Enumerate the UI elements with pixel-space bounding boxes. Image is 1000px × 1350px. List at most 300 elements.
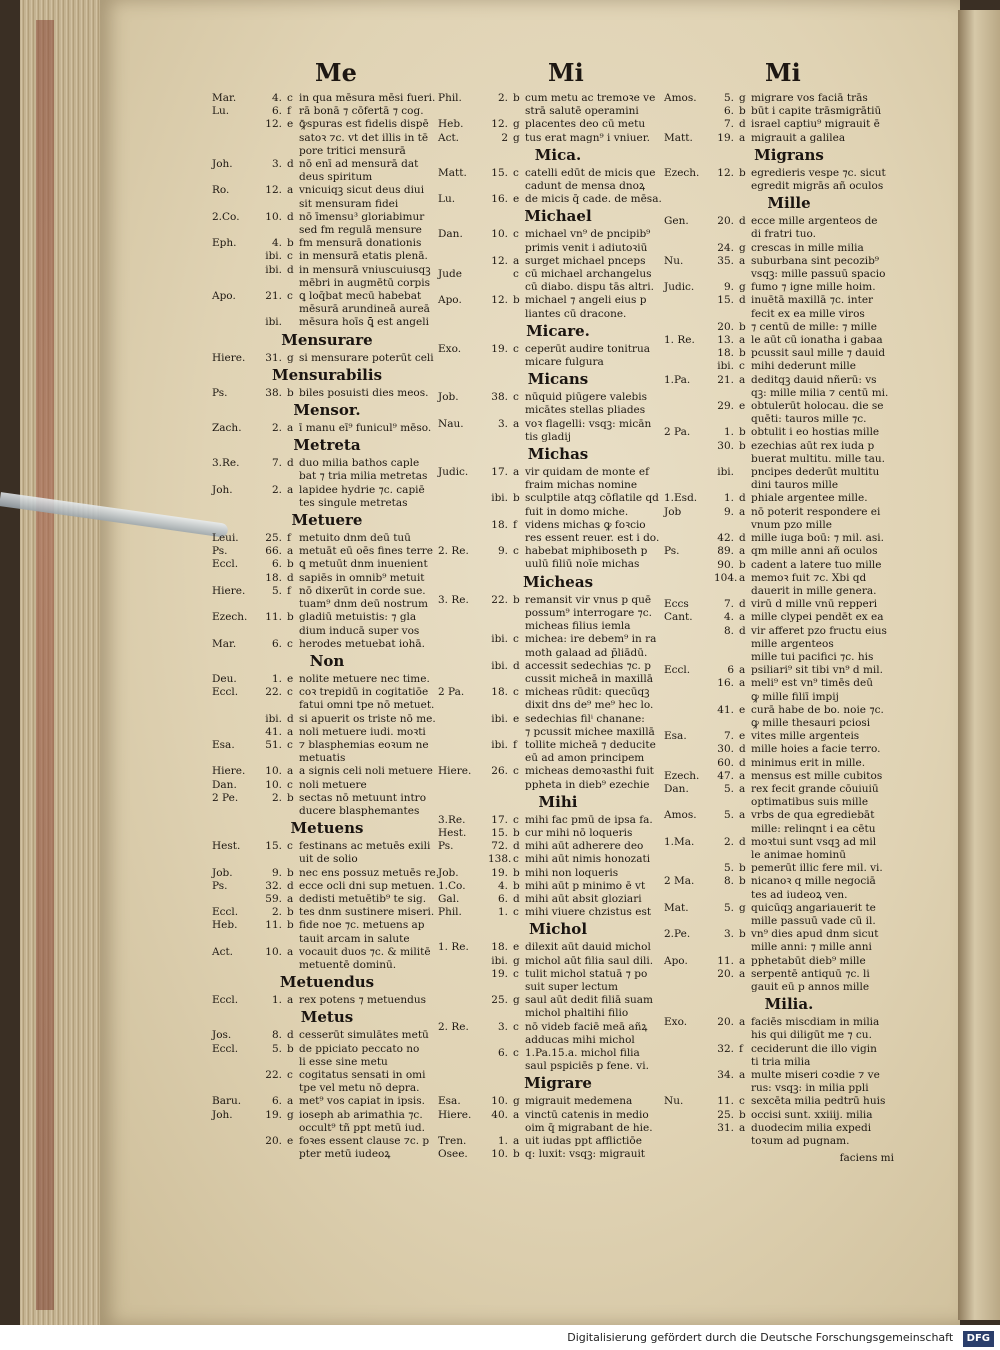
- book-reference: [438, 968, 488, 981]
- entry-text: mihi dederunt mille: [751, 360, 856, 373]
- entry-text: micātes stellas pliades: [525, 404, 646, 417]
- entry-text: sapiēs in omnib⁹ metuit: [299, 571, 425, 584]
- chapter-number: [488, 726, 513, 739]
- entry-text: biles posuisti dies meos.: [299, 386, 429, 399]
- section-letter: [513, 752, 525, 765]
- index-entry: [212, 946, 442, 959]
- chapter-number: 3.: [497, 1020, 508, 1033]
- entry-text: possum⁹ interrogare ⁊c.: [525, 606, 652, 619]
- index-entry: [212, 132, 442, 145]
- entry-text: pcussit saul mille ⁊ dauid: [751, 347, 886, 360]
- book-reference: Ezech.: [212, 611, 248, 624]
- entry-text: dedisti metuētib⁹ te sig.: [299, 892, 427, 905]
- entry-text: cadunt de mensa dnoꝝ: [525, 180, 646, 193]
- section-letter: [739, 823, 751, 836]
- chapter-number: 19.: [491, 342, 508, 355]
- book-reference: [664, 228, 714, 241]
- book-reference: [664, 347, 714, 360]
- chapter-number: 11.: [717, 1095, 734, 1108]
- book-reference: [664, 1082, 714, 1095]
- entry-text: fecit ex ea mille viros: [751, 307, 865, 320]
- entry-text: michol phaltihi filio: [525, 1007, 629, 1020]
- entry-text: ti tria milia: [751, 1055, 811, 1068]
- book-reference: [438, 739, 488, 752]
- entry-text: ꝙ̄spuras est fidelis dispē: [299, 118, 429, 131]
- index-entry: [212, 457, 442, 470]
- index-entry: [438, 726, 678, 739]
- chapter-number: 6.: [497, 1046, 508, 1059]
- chapter-number: 5.: [271, 1042, 282, 1055]
- section-letter: b: [739, 862, 746, 875]
- section-letter: [739, 717, 751, 730]
- chapter-number: 2.: [271, 791, 282, 804]
- index-entry: [664, 242, 914, 255]
- index-entry: [438, 607, 678, 620]
- index-entry: [664, 294, 914, 307]
- book-reference: Ezech.: [664, 769, 700, 782]
- index-entry: [664, 426, 914, 439]
- entry-text: cussit micheā in maxillā: [525, 672, 654, 685]
- book-reference: [212, 316, 262, 329]
- section-letter: c: [287, 290, 293, 303]
- entry-text: li esse sine metu: [299, 1055, 388, 1068]
- entry-text: faciēs miscdiam in milia: [751, 1016, 880, 1029]
- entry-heading: Mihi: [538, 792, 578, 811]
- chapter-number: [488, 620, 513, 633]
- index-entry: [438, 1109, 678, 1122]
- entry-text: occult⁹ tñ ppt metū iud.: [299, 1121, 425, 1134]
- index-entry: [664, 400, 914, 413]
- chapter-number: [488, 242, 513, 255]
- chapter-number: 2.: [497, 92, 508, 104]
- entry-text: sedechias filⁱ chanane:: [525, 712, 645, 725]
- book-reference: Jos.: [212, 1029, 232, 1042]
- entry-text: tis gladij: [525, 430, 571, 443]
- index-entry: [438, 167, 678, 180]
- section-letter: b: [287, 386, 294, 399]
- chapter-number: [714, 717, 739, 730]
- index-entry: [212, 1135, 442, 1148]
- section-letter: a: [287, 184, 294, 197]
- section-letter: [739, 228, 751, 241]
- entry-text: mihi fac pmū de ipsa fa.: [525, 813, 653, 826]
- entry-text: mihi aūt p minimo ē vt: [525, 879, 646, 892]
- index-entry: [438, 765, 678, 778]
- chapter-number: [488, 308, 513, 321]
- section-letter: c: [513, 342, 519, 355]
- section-letter: [513, 180, 525, 193]
- section-letter: [513, 479, 525, 492]
- entry-text: migrauit a galilea: [751, 131, 846, 144]
- book-reference: 2 Pa.: [664, 426, 691, 439]
- index-entry: [212, 1069, 442, 1082]
- chapter-number: 1.: [497, 1135, 508, 1147]
- book-reference: [664, 572, 714, 585]
- entry-text: le aūt cū ionatha i gabaa: [751, 334, 883, 347]
- chapter-number: [262, 752, 287, 765]
- entry-heading: Metreta: [293, 436, 361, 455]
- entry-text: 1.Pa.15.a. michol filia: [525, 1046, 640, 1059]
- entry-text: pphetabūt dieb⁹ mille: [751, 954, 866, 967]
- index-entry: [664, 902, 914, 915]
- entry-text: mille clypei pendēt ex ea: [751, 611, 884, 624]
- index-entry: [664, 1069, 914, 1082]
- chapter-number: ibi.: [265, 263, 282, 276]
- section-letter: a: [739, 809, 746, 822]
- section-letter: d: [513, 892, 520, 905]
- footer-text: Digitalisierung gefördert durch die Deutsche Forschungsgemeinschaft: [567, 1331, 954, 1344]
- chapter-number: 4.: [271, 92, 282, 104]
- entry-text: pncipes dederūt multitu: [751, 466, 880, 479]
- book-reference: Ps.: [212, 879, 228, 892]
- index-entry: [212, 497, 442, 510]
- entry-text: tes dnm sustinere miseri.: [299, 906, 435, 919]
- book-reference: Eccl.: [664, 664, 691, 677]
- index-entry: [212, 422, 442, 435]
- section-letter: [513, 607, 525, 620]
- section-letter: d: [739, 294, 746, 307]
- book-reference: Dan.: [438, 228, 463, 241]
- entry-text: foꝛes essent clause ⁊c. p: [299, 1135, 430, 1147]
- entry-text: nō poterit respondere ei: [751, 505, 881, 518]
- section-letter: [739, 889, 751, 902]
- book-reference: [664, 743, 714, 756]
- book-reference: Job.: [438, 391, 459, 404]
- entry-text: memoꝛ fuit ⁊c. Xbi qd: [751, 571, 867, 584]
- book-reference: [212, 598, 262, 611]
- section-letter: c: [287, 840, 293, 853]
- chapter-number: 4.: [271, 237, 282, 250]
- chapter-number: 41.: [717, 703, 734, 716]
- index-entry: [664, 757, 914, 770]
- section-letter: [739, 691, 751, 704]
- entry-text: cadent a latere tuo mille: [751, 558, 882, 571]
- entry-text: uit de solio: [299, 853, 358, 866]
- book-reference: [664, 757, 714, 770]
- chapter-number: 25.: [265, 532, 282, 545]
- book-reference: 2.Pe.: [664, 928, 691, 941]
- chapter-number: 6: [727, 664, 734, 677]
- chapter-number: 5.: [723, 782, 734, 795]
- entry-text: noli metuere: [299, 778, 367, 791]
- entry-text: mihi aūt absit gloziari: [525, 892, 642, 905]
- entry-text: mille anni: ⁊ mille anni: [751, 941, 872, 954]
- chapter-number: 19.: [265, 1108, 282, 1121]
- book-reference: Cant.: [664, 611, 693, 624]
- index-entry: [212, 237, 442, 250]
- section-letter: a: [287, 1095, 294, 1108]
- section-letter: c: [287, 686, 293, 699]
- section-letter: a: [287, 892, 294, 905]
- chapter-number: 12.: [717, 166, 734, 179]
- section-letter: [287, 1122, 299, 1135]
- book-reference: [664, 268, 714, 281]
- book-reference: Tren.: [438, 1135, 467, 1147]
- book-reference: [212, 118, 262, 131]
- entry-text: deus spiritum: [299, 171, 373, 184]
- chapter-number: 72.: [491, 840, 508, 853]
- chapter-number: 31.: [265, 351, 282, 364]
- book-reference: Eccl.: [212, 906, 239, 919]
- book-reference: [438, 519, 488, 532]
- book-reference: Nu.: [664, 254, 684, 267]
- section-letter: [287, 277, 299, 290]
- chapter-number: 6.: [723, 105, 734, 118]
- entry-text: placentes deo cū metu: [525, 118, 646, 131]
- index-entry: [664, 1056, 914, 1069]
- section-letter: [513, 431, 525, 444]
- book-reference: [664, 849, 714, 862]
- index-entry: [664, 796, 914, 809]
- chapter-number: [488, 431, 513, 444]
- book-reference: [664, 413, 714, 426]
- index-entry: [438, 519, 678, 532]
- entry-text: ecce mille argenteos de: [751, 215, 878, 228]
- index-entry: [664, 92, 914, 105]
- index-entry: [212, 1122, 442, 1135]
- section-letter: b: [739, 166, 746, 179]
- book-reference: Eccl.: [212, 558, 239, 571]
- book-reference: [664, 638, 714, 651]
- book-reference: Joh.: [212, 483, 233, 496]
- chapter-number: [262, 277, 287, 290]
- section-letter: f: [739, 1042, 743, 1055]
- book-reference: [664, 532, 714, 545]
- section-letter: c: [513, 1046, 519, 1059]
- entry-text: michael ⁊ angeli eius p: [525, 294, 647, 307]
- entry-text: fraim michas nomine: [525, 479, 638, 492]
- book-reference: Hiere.: [212, 351, 246, 364]
- entry-text: festinans ac metuēs exili: [299, 840, 431, 853]
- entry-text: bat ⁊ tria milia metretas: [299, 470, 428, 483]
- entry-text: ceperūt audire tonitrua: [525, 342, 650, 355]
- entry-text: mēsurā arundineā aureā: [299, 303, 430, 316]
- entry-text: gladiū metuistis: ⁊ gla: [299, 611, 417, 624]
- catchword: faciens mi: [839, 1152, 894, 1165]
- section-letter: b: [513, 593, 520, 606]
- book-reference: [212, 224, 262, 237]
- chapter-number: 12.: [265, 184, 282, 197]
- index-entry: [664, 585, 914, 598]
- chapter-number: 5.: [271, 584, 282, 597]
- section-letter: a: [287, 422, 294, 435]
- entry-text: qꝫ: mille milia ⁊ centū mi.: [751, 386, 889, 399]
- entry-text: in qua mēsura mēsi fueri.: [299, 92, 436, 104]
- index-entry: [664, 955, 914, 968]
- chapter-number: [262, 497, 287, 510]
- index-entry: [212, 92, 442, 105]
- chapter-number: 66.: [265, 545, 282, 558]
- entry-text: nolite metuere nec time.: [299, 672, 430, 685]
- index-entry: [664, 691, 914, 704]
- index-entry: [212, 264, 442, 277]
- section-letter: c: [513, 166, 519, 179]
- entry-text: habebat miphiboseth p: [525, 545, 648, 558]
- section-letter: d: [739, 624, 746, 637]
- book-reference: Phil.: [438, 906, 462, 919]
- section-letter: a: [287, 994, 294, 1007]
- entry-text: adducas mihi michol: [525, 1033, 635, 1046]
- section-letter: d: [513, 840, 520, 853]
- chapter-number: [262, 171, 287, 184]
- index-entry: [664, 1109, 914, 1122]
- index-entry: [212, 558, 442, 571]
- book-reference: [664, 691, 714, 704]
- entry-heading: Migrare: [524, 1074, 592, 1093]
- section-letter: c: [513, 1020, 519, 1033]
- section-letter: [739, 941, 751, 954]
- book-reference: [664, 862, 714, 875]
- chapter-number: 2.: [271, 422, 282, 435]
- chapter-number: 18.: [265, 571, 282, 584]
- index-entry: [438, 558, 678, 571]
- chapter-number: [488, 479, 513, 492]
- chapter-number: 7.: [723, 730, 734, 743]
- section-letter: [739, 1082, 751, 1095]
- entry-text: rus: vsqꝫ: in milia ppli: [751, 1082, 869, 1095]
- book-reference: Esa.: [212, 738, 235, 751]
- chapter-number: ibi.: [491, 738, 508, 751]
- section-letter: [739, 413, 751, 426]
- index-entry: [212, 1082, 442, 1095]
- section-letter: [513, 532, 525, 545]
- index-entry: [438, 673, 678, 686]
- section-letter: [513, 281, 525, 294]
- section-letter: c: [513, 765, 519, 778]
- entry-text: mille passuū vade cū il.: [751, 914, 876, 927]
- section-letter: [513, 308, 525, 321]
- section-letter: [287, 1056, 299, 1069]
- section-letter: b: [739, 875, 746, 888]
- chapter-number: ibi.: [491, 659, 508, 672]
- index-entry: [664, 387, 914, 400]
- text-column-3: [664, 92, 914, 1165]
- book-reference: Ezech.: [664, 166, 700, 179]
- book-reference: Hiere.: [212, 584, 246, 597]
- entry-text: buerat multitu. mille tau.: [751, 452, 886, 465]
- chapter-number: [262, 1056, 287, 1069]
- book-reference: [664, 585, 714, 598]
- chapter-number: 12.: [491, 118, 508, 131]
- chapter-number: [714, 519, 739, 532]
- entry-heading: Mensurabilis: [271, 365, 383, 384]
- entry-text: fide noe ⁊c. metuens ap: [299, 919, 425, 932]
- chapter-number: 16.: [717, 677, 734, 690]
- entry-heading: Mensor.: [293, 401, 361, 420]
- entry-text: michael vn⁹ de pncipib⁹: [525, 228, 651, 241]
- entry-text: vnicuiqꝫ sicut deus diui: [299, 184, 425, 197]
- book-reference: [664, 321, 714, 334]
- index-entry: [664, 1135, 914, 1148]
- entry-text: micare fulgura: [525, 356, 604, 369]
- section-letter: b: [739, 105, 746, 118]
- chapter-number: [714, 1029, 739, 1042]
- book-reference: [664, 823, 714, 836]
- entry-text: mēbri in augmētū corpis: [299, 276, 430, 289]
- index-entry: [212, 840, 442, 853]
- book-reference: 1.Pa.: [664, 373, 691, 386]
- entry-heading: Non: [309, 651, 345, 670]
- section-letter: e: [513, 941, 520, 954]
- book-reference: [438, 853, 488, 866]
- chapter-number: 10.: [265, 765, 282, 778]
- entry-text: herodes metuebat iohā.: [299, 637, 425, 650]
- index-entry: [664, 941, 914, 954]
- entry-text: si apuerit os triste nō me.: [299, 712, 436, 725]
- entry-text: ioseph ab arimathia ⁊c.: [299, 1108, 423, 1121]
- section-letter: [739, 638, 751, 651]
- book-reference: [664, 440, 714, 453]
- index-entry: [212, 893, 442, 906]
- section-letter: g: [513, 954, 520, 967]
- section-letter: [513, 673, 525, 686]
- entry-text: saul aūt dedit filiā suam: [525, 994, 653, 1007]
- index-entry: [438, 814, 678, 827]
- section-letter: c: [513, 633, 519, 646]
- section-letter: c: [287, 1068, 293, 1081]
- chapter-number: 104.: [714, 571, 738, 584]
- index-entry: [438, 92, 678, 105]
- section-letter: d: [513, 659, 520, 672]
- index-entry: [212, 638, 442, 651]
- book-reference: [438, 105, 488, 118]
- index-entry: [212, 470, 442, 483]
- chapter-number: 20.: [717, 1016, 734, 1029]
- index-entry: [664, 598, 914, 611]
- section-letter: a: [287, 545, 294, 558]
- book-reference: [664, 105, 714, 118]
- index-entry: [664, 215, 914, 228]
- index-entry: [664, 180, 914, 193]
- entry-text: pemerūt illic fere mil. vi.: [751, 862, 883, 875]
- chapter-number: [714, 981, 739, 994]
- book-reference: [438, 620, 488, 633]
- entry-text: ceciderunt die illo vigin: [751, 1042, 877, 1055]
- entry-text: meli⁹ est vn⁹ timēs deū: [751, 677, 874, 690]
- chapter-number: [488, 607, 513, 620]
- section-letter: g: [739, 241, 746, 254]
- book-reference: [664, 1109, 714, 1122]
- section-letter: [513, 404, 525, 417]
- entry-text: cur mihi nō loqueris: [525, 826, 633, 839]
- index-entry: [438, 739, 678, 752]
- entry-text: pter metū iudeoꝝ: [299, 1148, 391, 1161]
- red-edge-stain: [36, 20, 54, 1310]
- section-letter: a: [739, 677, 746, 690]
- book-reference: [212, 699, 262, 712]
- section-letter: a: [739, 769, 746, 782]
- entry-text: vrbs de qua egrediebāt: [751, 809, 875, 822]
- entry-text: dilexit aūt dauid michol: [525, 941, 651, 954]
- index-entry: [212, 171, 442, 184]
- book-reference: [438, 994, 488, 1007]
- book-reference: 3. Re.: [438, 593, 469, 606]
- index-entry: [664, 334, 914, 347]
- index-entry: [212, 752, 442, 765]
- book-reference: [212, 171, 262, 184]
- index-entry: [438, 840, 678, 853]
- index-entry: [664, 651, 914, 664]
- book-reference: Nau.: [438, 417, 464, 430]
- chapter-number: 42.: [717, 532, 734, 545]
- entry-text: rā bonā ⁊ cōfertā ⁊ cog.: [299, 105, 424, 118]
- index-entry: [212, 726, 442, 739]
- section-letter: b: [513, 1148, 520, 1161]
- book-reference: [664, 400, 714, 413]
- chapter-number: 11.: [717, 954, 734, 967]
- index-entry: [438, 479, 678, 492]
- index-entry: [664, 466, 914, 479]
